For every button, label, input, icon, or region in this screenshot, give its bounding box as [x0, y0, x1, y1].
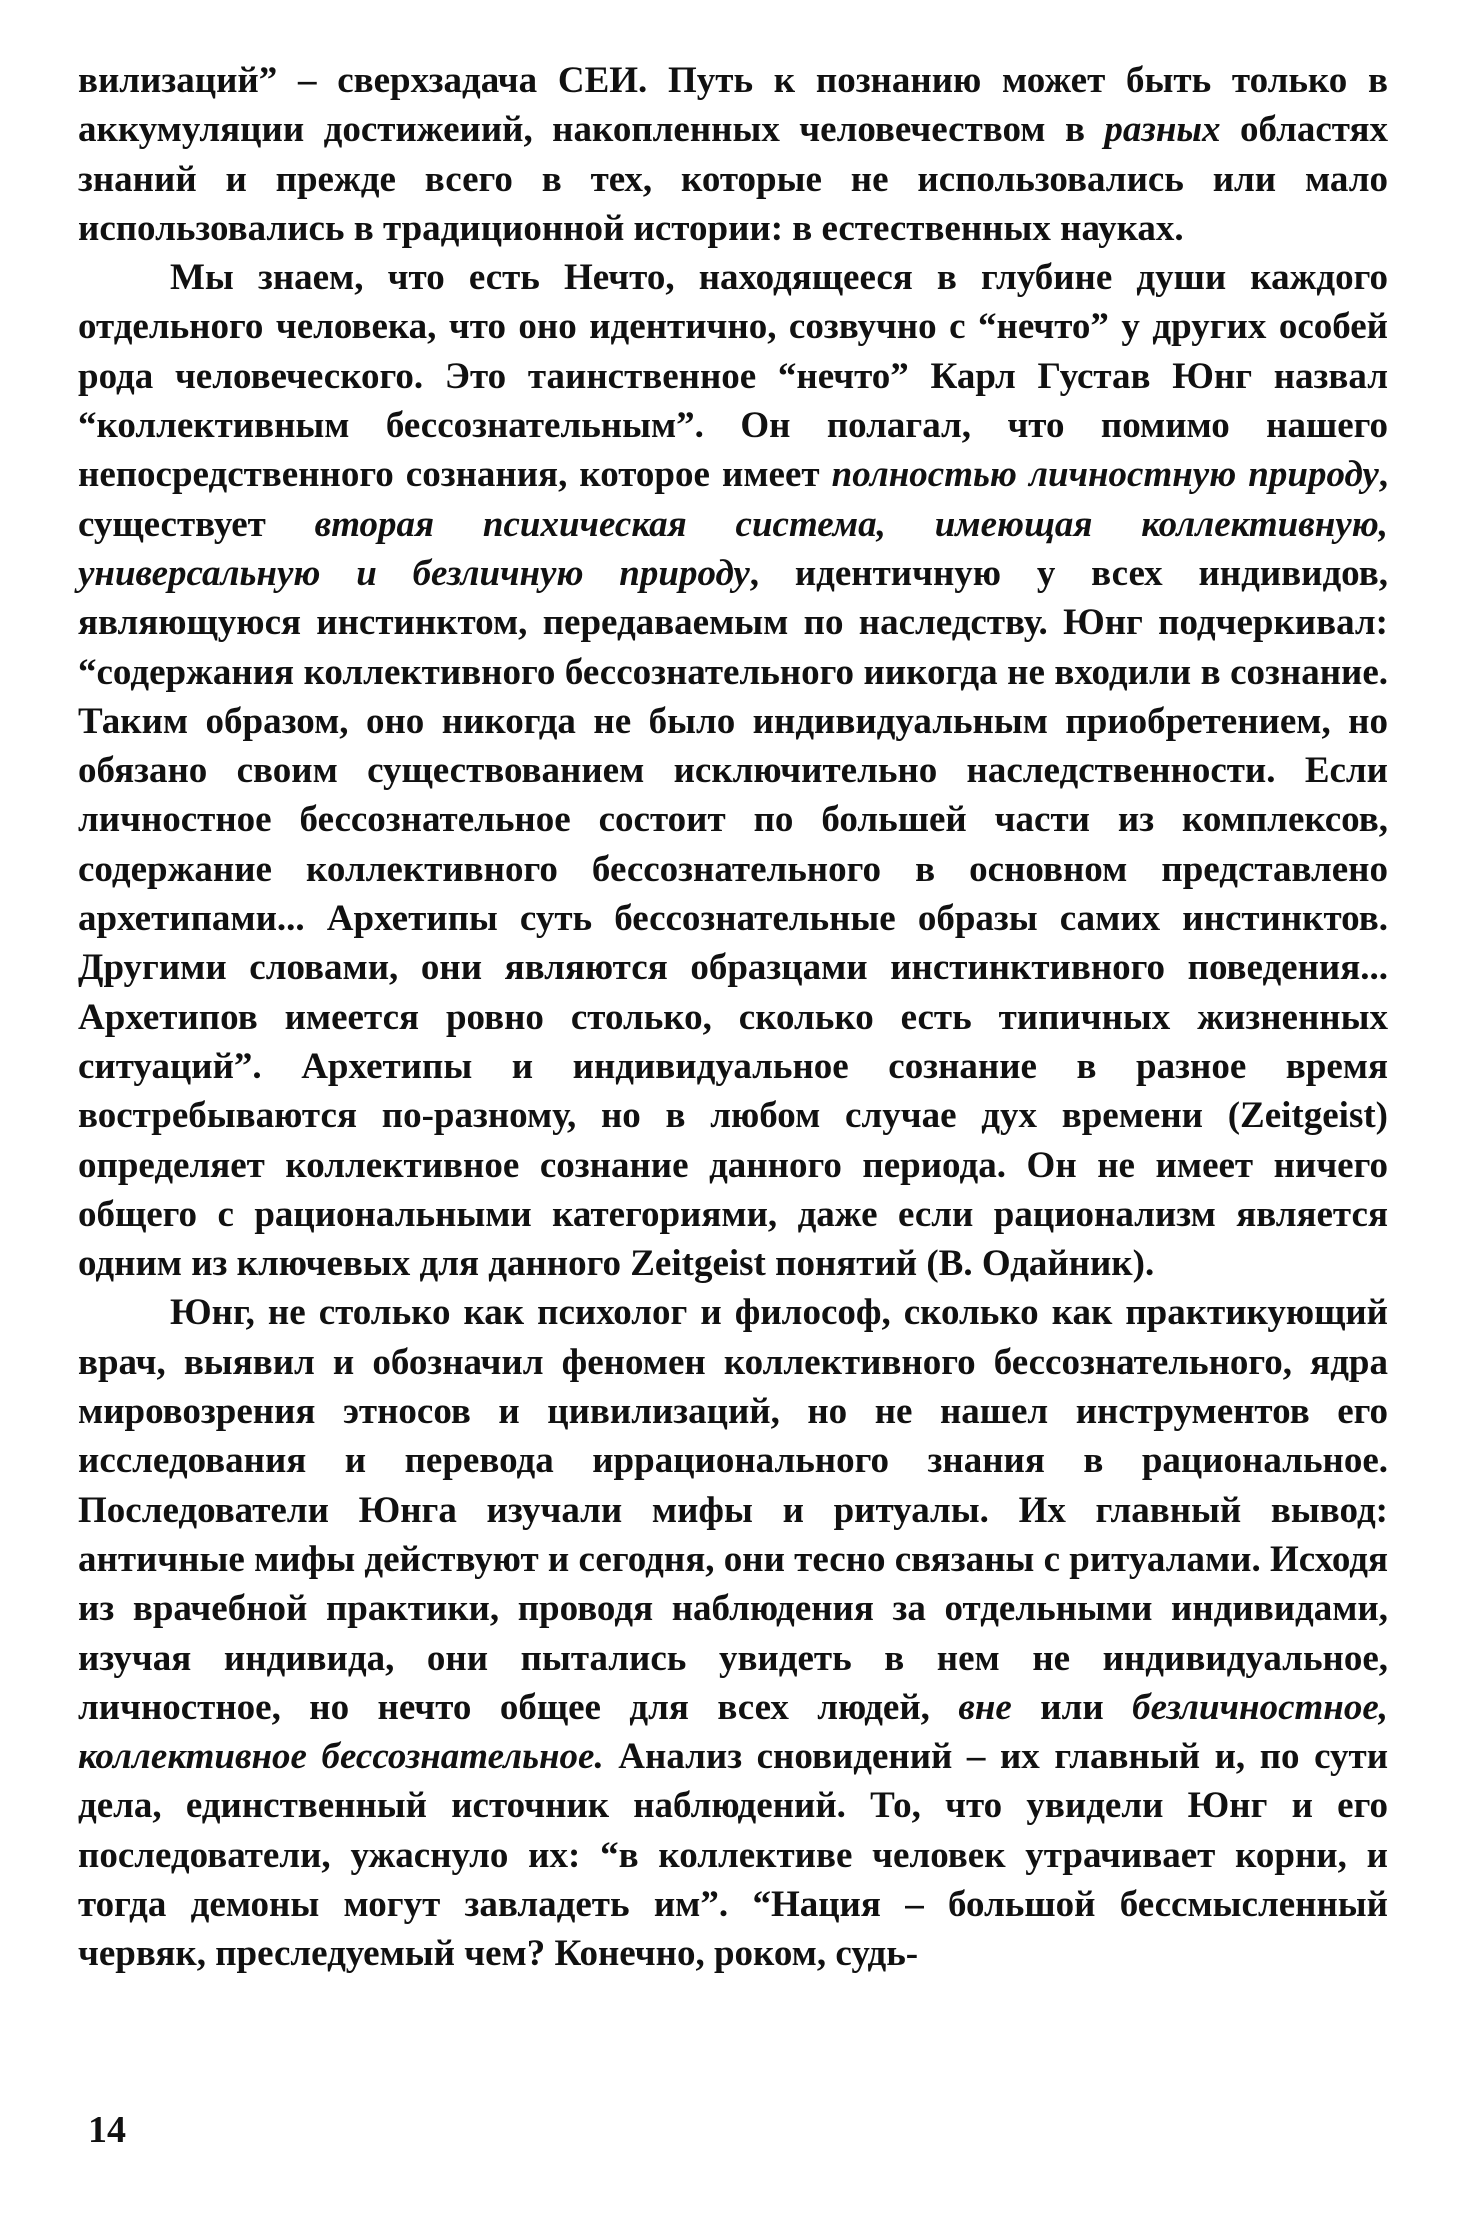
- text-span: , идентичную у всех индивидов, являющуюся инстинктом, передаваемым по наследству. Юнг подчеркивал: “содержания коллективного бессознательного иикогда не входили в сознание. Таким образом, оно никогда не было индивидуальным приобретением, но обязано своим существованием исключительно наследственности. Если личностное бессознательное состоит по большей части из комплексов, содержание коллективного бессознательного в основном представлено архетипами... Архетипы суть бессознательные образы самих инстинктов. Другими словами, они являются образцами инстинктивного поведения... Архетипов имеется ровно столько, сколько есть типичных жизненных ситуаций”. Архетипы и индивидуальное сознание в разное время востребываются по-разному, но в любом случае дух времени (Zeitgeist) определяет коллективное сознание данного периода. Он не имеет ничего общего с рациональными категориями, даже если рационализм является одним из ключевых для данного Zeitgeist понятий (В. Одайник).: [78, 552, 1388, 1285]
- paragraph-1: [78, 56, 1388, 253]
- text-span: Анализ сновидений – их главный и, по сути дела, единственный источник наблюдений. То, что увидели Юнг и его последователи, ужаснуло их: “в коллективе человек утрачивает корни, и тогда демоны могут завладеть им”. “Нация – большой бессмысленный червяк, преследуемый чем? Конечно, роком, судь-: [78, 1736, 1389, 1975]
- text-span: , существует: [78, 454, 1388, 545]
- paragraph-3: [78, 1288, 1388, 1978]
- italic-span: вторая психическая система, имеющая коллективную, универсальную и безличную природу: [78, 503, 1388, 594]
- text-span: Юнг, не столько как психолог и философ, сколько как практикующий врач, выявил и обозначил феномен коллективного бессознательного, ядра мировозрения этносов и цивилизаций, но не нашел инструментов его исследования и перевода иррационального знания в рациональное. Последователи Юнга изучали мифы и ритуалы. Их главный вывод: античные мифы действуют и сегодня, они тесно связаны с ритуалами. Исходя из врачебной практики, проводя наблюдения за отдельными индивидами, изучая индивида, они пытались увидеть в нем не индивидуальное, личностное, но нечто общее для всех людей,: [78, 1292, 1388, 1728]
- text-span: или: [1011, 1686, 1133, 1728]
- text-span: вилизаций” – сверхзадача СЕИ. Путь к познанию может быть только в аккумуляции достижеиий, накопленных человечеством в: [78, 60, 1388, 151]
- page-number: 14: [88, 2109, 126, 2151]
- text-span: областях знаний и прежде всего в тех, которые не использовались или мало использовались в традиционной истории: в естественных науках.: [78, 109, 1388, 249]
- italic-span: вне: [958, 1686, 1012, 1728]
- italic-span: полностью личностную природу: [831, 454, 1379, 496]
- italic-span: разных: [1104, 109, 1221, 151]
- page-body: [78, 56, 1388, 1979]
- paragraph-2: [78, 253, 1388, 1288]
- text-span: Мы знаем, что есть Нечто, находящееся в глубине души каждого отдельного человека, что оно идентично, созвучно с “нечто” у других особей рода человеческого. Это таинственное “нечто” Карл Густав Юнг назвал “коллективным бессознательным”. Он полагал, что помимо нашего непосредственного сознания, которое имеет: [78, 257, 1388, 496]
- italic-span: безличностное, коллективное бессознательное.: [78, 1686, 1388, 1778]
